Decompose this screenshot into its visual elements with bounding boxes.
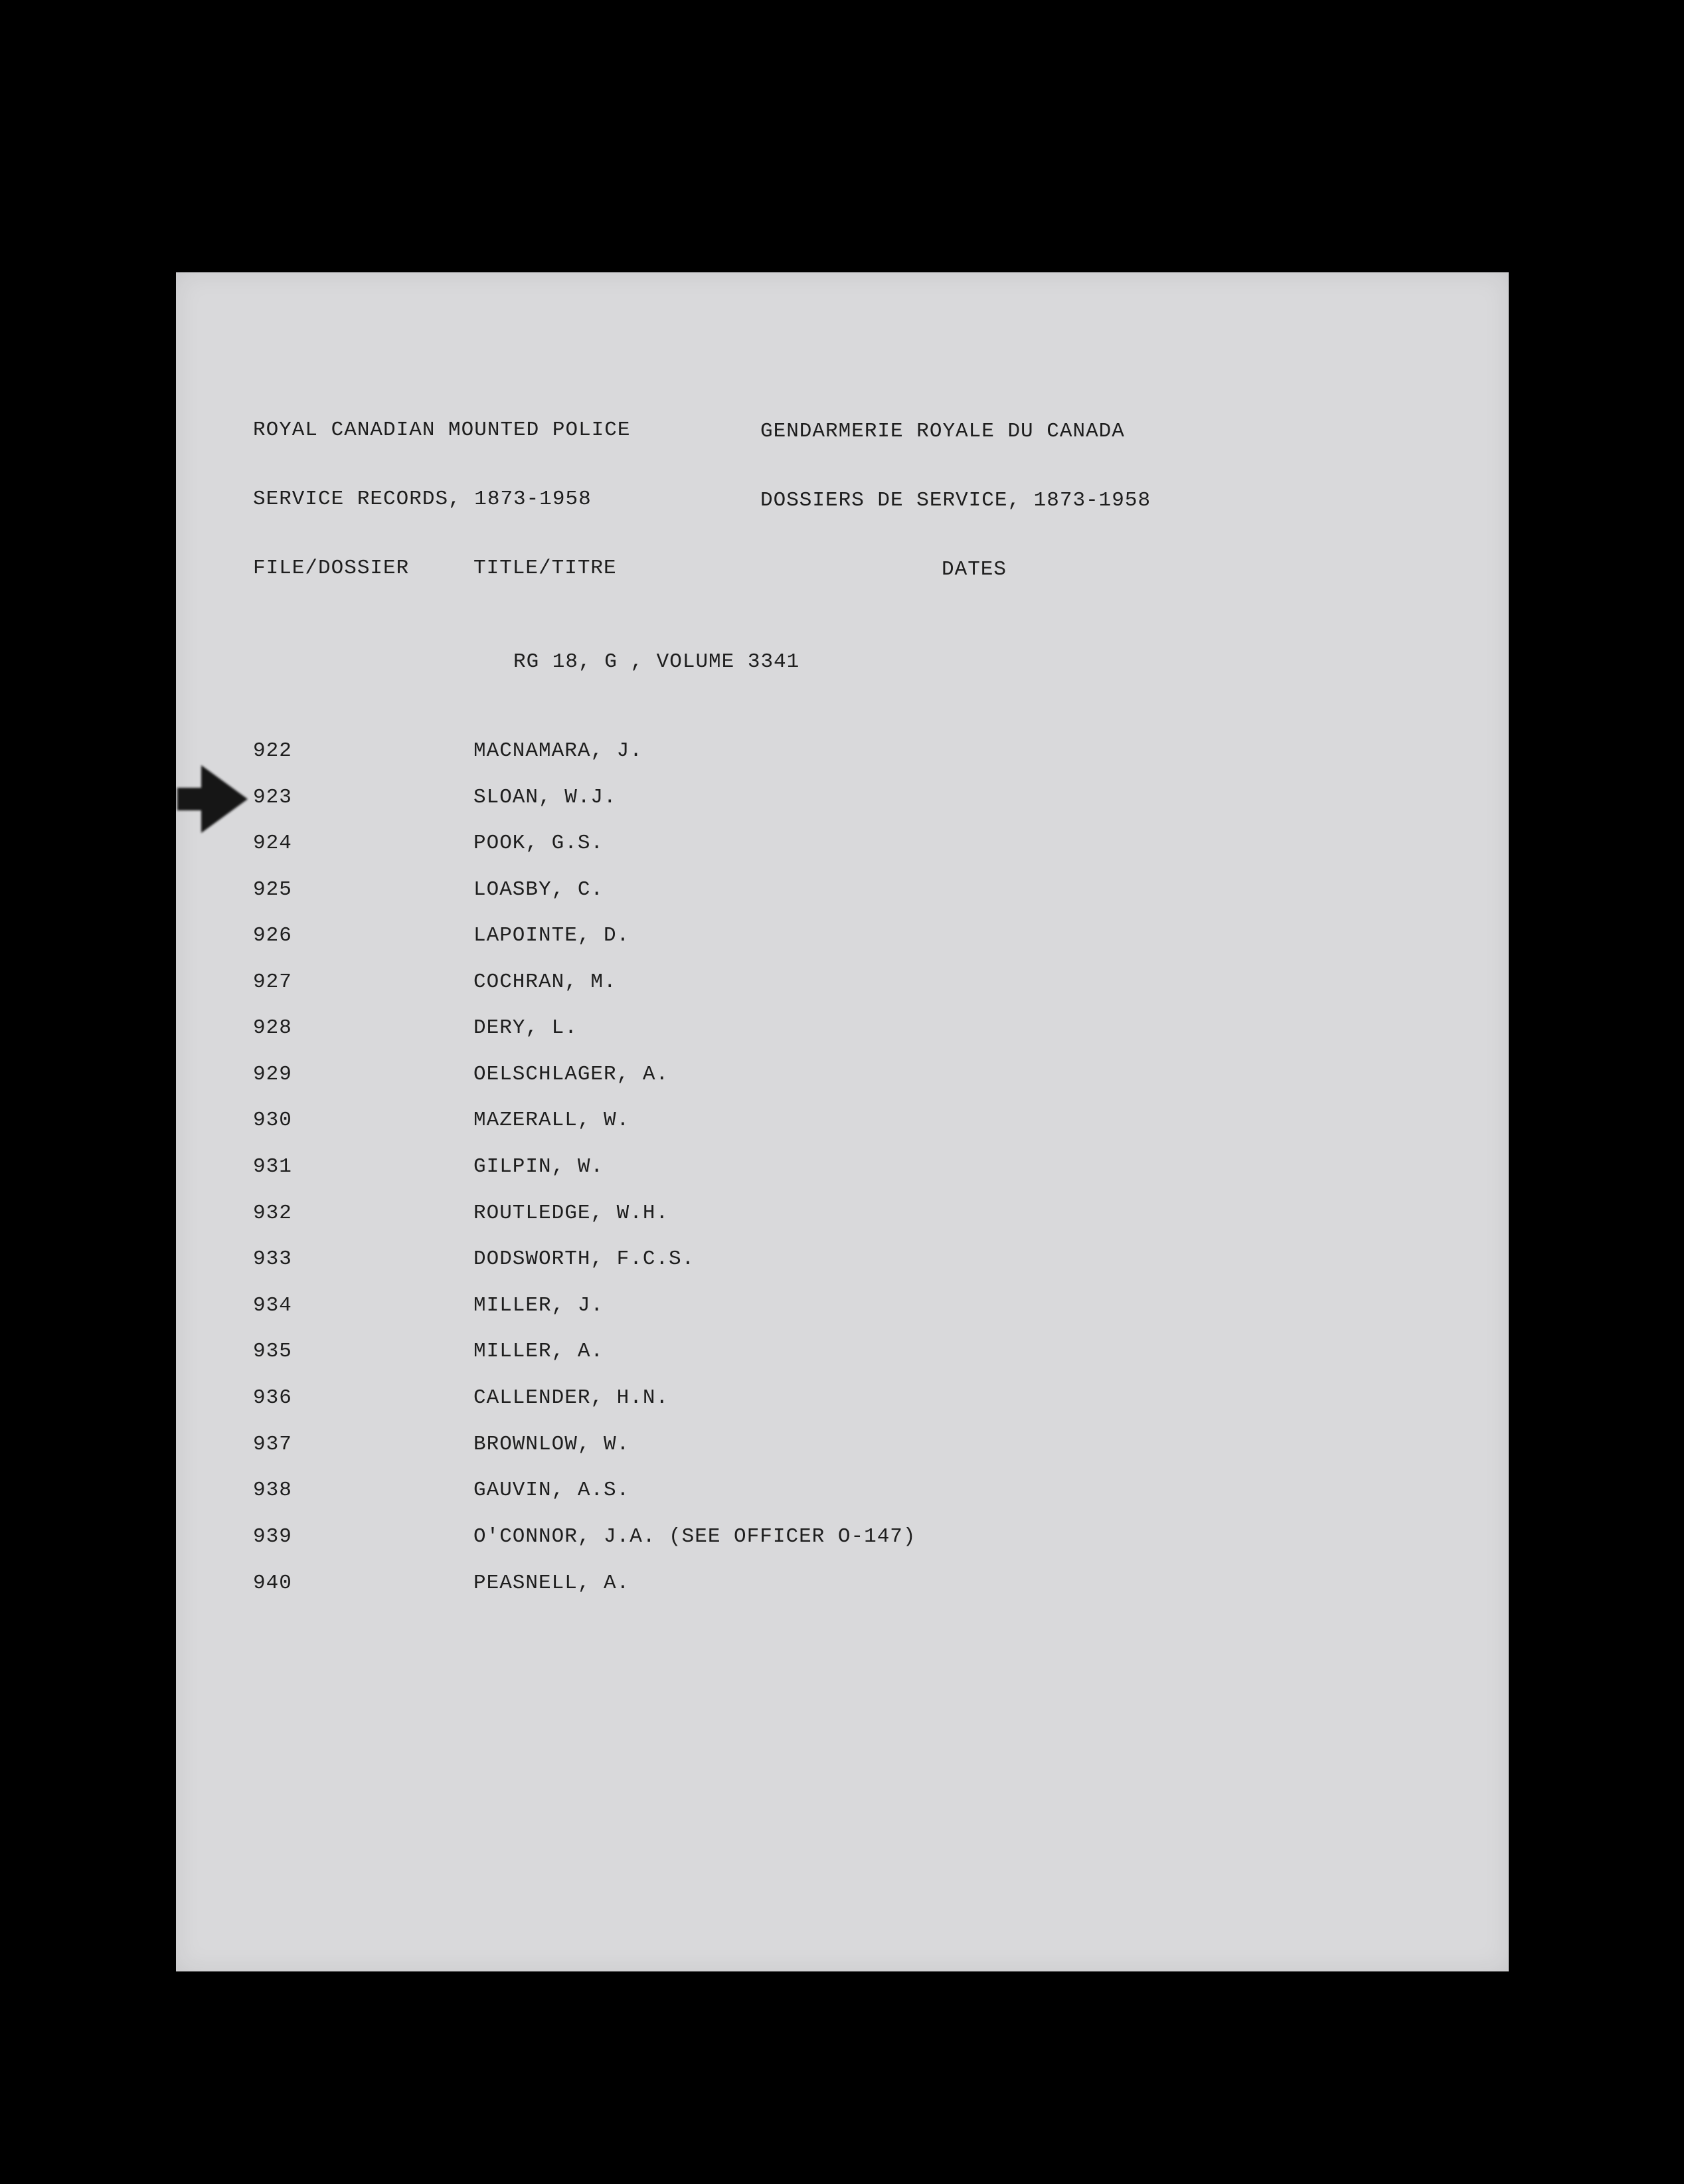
entry-title: DODSWORTH, F.C.S. xyxy=(473,1247,695,1271)
entry-file-number: 935 xyxy=(253,1340,292,1363)
entry-title: MILLER, J. xyxy=(473,1294,604,1317)
entry-file-number: 932 xyxy=(253,1202,292,1225)
entry-title: POOK, G.S. xyxy=(473,832,604,855)
entry-file-number: 939 xyxy=(253,1525,292,1548)
entry-title: DERY, L. xyxy=(473,1016,578,1040)
entry-title: BROWNLOW, W. xyxy=(473,1433,630,1456)
entry-file-number: 929 xyxy=(253,1063,292,1086)
header-records-en: SERVICE RECORDS, 1873-1958 xyxy=(253,488,592,511)
header-organization-fr: GENDARMERIE ROYALE DU CANADA xyxy=(760,420,1125,443)
entry-file-number: 933 xyxy=(253,1247,292,1271)
entry-file-number: 922 xyxy=(253,739,292,763)
entry-title: MACNAMARA, J. xyxy=(473,739,643,763)
entry-title: MAZERALL, W. xyxy=(473,1109,630,1132)
entry-title: OELSCHLAGER, A. xyxy=(473,1063,669,1086)
entry-title: ROUTLEDGE, W.H. xyxy=(473,1202,669,1225)
entry-title: SLOAN, W.J. xyxy=(473,786,617,809)
column-heading-file: FILE/DOSSIER xyxy=(253,557,410,580)
entry-file-number: 940 xyxy=(253,1572,292,1595)
entry-file-number: 927 xyxy=(253,970,292,994)
entry-title: GILPIN, W. xyxy=(473,1155,604,1178)
entry-file-number: 936 xyxy=(253,1386,292,1410)
header-organization-en: ROYAL CANADIAN MOUNTED POLICE xyxy=(253,418,631,442)
entry-title: PEASNELL, A. xyxy=(473,1572,630,1595)
entry-title: CALLENDER, H.N. xyxy=(473,1386,669,1410)
entry-file-number: 937 xyxy=(253,1433,292,1456)
volume-reference: RG 18, G , VOLUME 3341 xyxy=(513,650,800,674)
entry-file-number: 931 xyxy=(253,1155,292,1178)
entry-file-number: 924 xyxy=(253,832,292,855)
entry-file-number: 925 xyxy=(253,878,292,901)
document-page xyxy=(176,272,1509,1971)
column-heading-title: TITLE/TITRE xyxy=(473,557,617,580)
entry-file-number: 923 xyxy=(253,786,292,809)
entry-file-number: 938 xyxy=(253,1479,292,1502)
entry-title: GAUVIN, A.S. xyxy=(473,1479,630,1502)
entry-title: O'CONNOR, J.A. (SEE OFFICER O-147) xyxy=(473,1525,916,1548)
entry-title: LAPOINTE, D. xyxy=(473,924,630,947)
entry-title: COCHRAN, M. xyxy=(473,970,617,994)
column-heading-dates: DATES xyxy=(942,558,1007,581)
header-records-fr: DOSSIERS DE SERVICE, 1873-1958 xyxy=(760,489,1151,512)
entry-file-number: 926 xyxy=(253,924,292,947)
entry-title: LOASBY, C. xyxy=(473,878,604,901)
entry-title: MILLER, A. xyxy=(473,1340,604,1363)
entry-file-number: 934 xyxy=(253,1294,292,1317)
entry-file-number: 928 xyxy=(253,1016,292,1040)
entry-file-number: 930 xyxy=(253,1109,292,1132)
arrow-pointer-icon xyxy=(176,763,249,836)
